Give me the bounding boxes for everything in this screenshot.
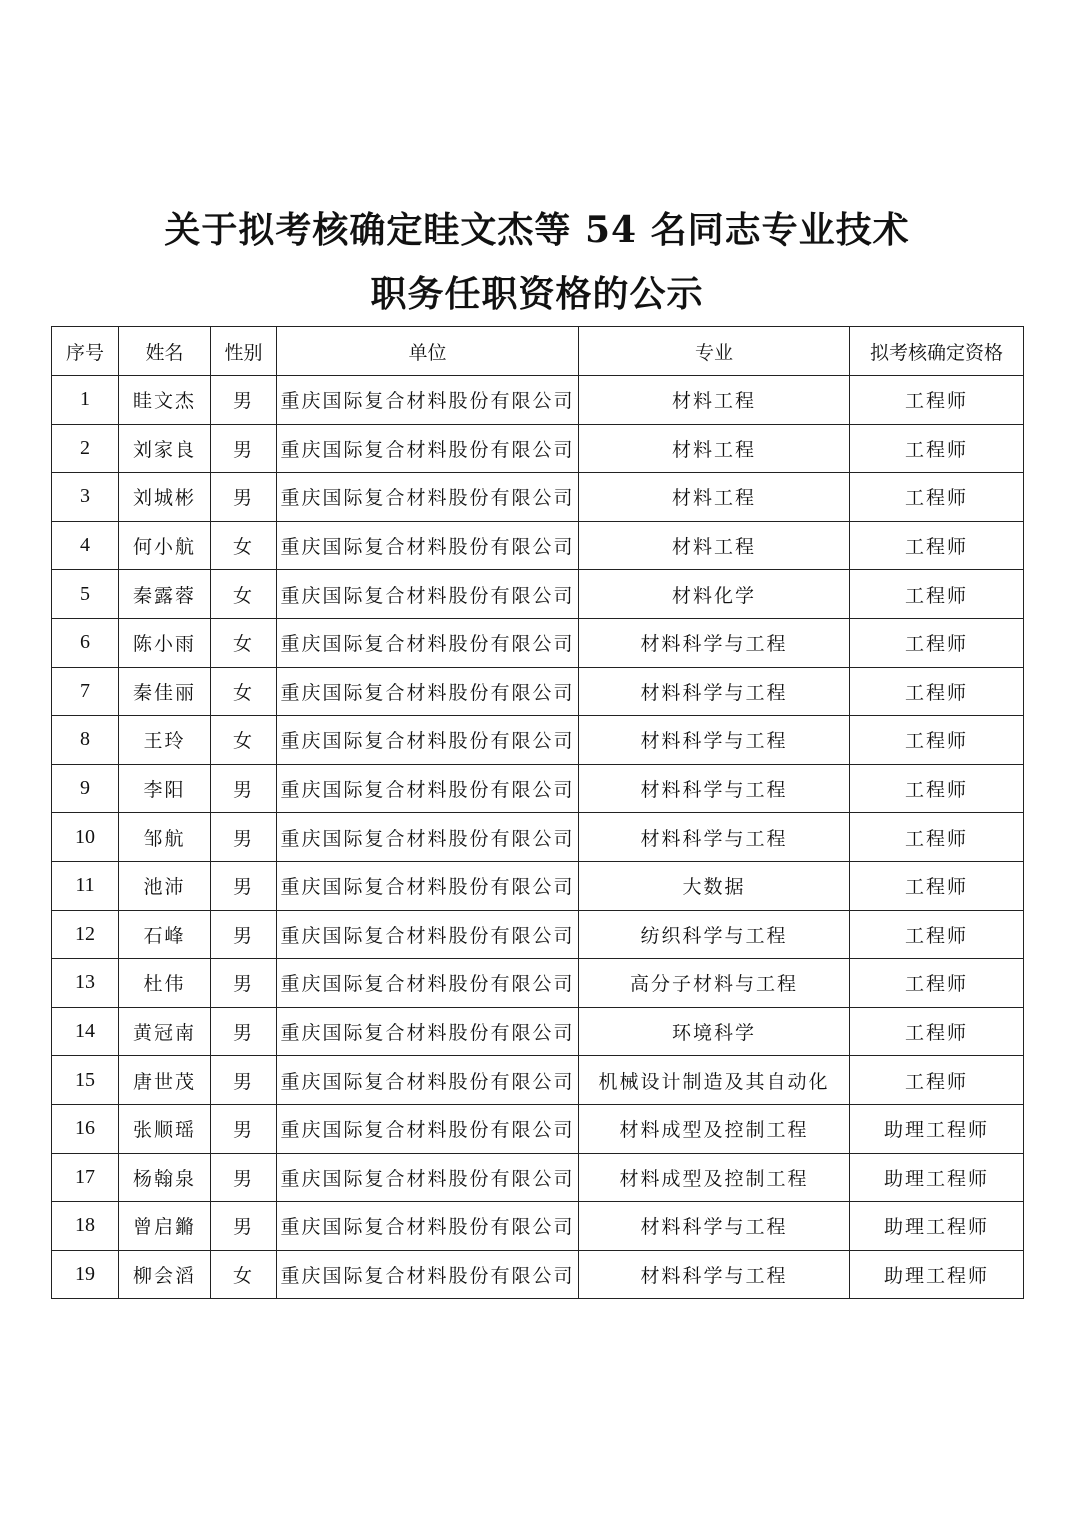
cell-name: 秦露蓉 [119,570,211,619]
cell-qualification: 工程师 [850,570,1024,619]
cell-unit: 重庆国际复合材料股份有限公司 [277,910,579,959]
table-body [52,376,1024,1299]
cell-gender: 男 [211,473,277,522]
cell-gender: 女 [211,1250,277,1299]
cell-major: 材料工程 [579,521,850,570]
cell-unit: 重庆国际复合材料股份有限公司 [277,570,579,619]
cell-name: 刘家良 [119,424,211,473]
cell-unit: 重庆国际复合材料股份有限公司 [277,667,579,716]
cell-unit: 重庆国际复合材料股份有限公司 [277,1104,579,1153]
cell-major: 材料科学与工程 [579,764,850,813]
cell-name: 王玲 [119,716,211,765]
cell-unit: 重庆国际复合材料股份有限公司 [277,716,579,765]
table-row [52,910,1024,959]
cell-gender: 男 [211,424,277,473]
personnel-table [51,326,1024,1299]
document-title-line1: 关于拟考核确定眭文杰等 54 名同志专业技术 [164,209,910,251]
cell-index: 2 [52,424,119,473]
cell-name: 眭文杰 [119,376,211,425]
cell-unit: 重庆国际复合材料股份有限公司 [277,376,579,425]
cell-qualification: 工程师 [850,521,1024,570]
cell-gender: 男 [211,764,277,813]
cell-gender: 男 [211,1104,277,1153]
cell-index: 10 [52,813,119,862]
cell-unit: 重庆国际复合材料股份有限公司 [277,813,579,862]
cell-qualification: 工程师 [850,764,1024,813]
cell-index: 17 [52,1153,119,1202]
cell-qualification: 助理工程师 [850,1250,1024,1299]
header-qualification: 拟考核确定资格 [850,327,1024,376]
header-unit: 单位 [277,327,579,376]
cell-index: 16 [52,1104,119,1153]
cell-unit: 重庆国际复合材料股份有限公司 [277,618,579,667]
cell-gender: 女 [211,667,277,716]
cell-unit: 重庆国际复合材料股份有限公司 [277,424,579,473]
cell-name: 唐世茂 [119,1056,211,1105]
cell-index: 15 [52,1056,119,1105]
cell-major: 材料成型及控制工程 [579,1104,850,1153]
cell-unit: 重庆国际复合材料股份有限公司 [277,1153,579,1202]
table-row [52,1104,1024,1153]
table-row [52,570,1024,619]
cell-name: 柳会滔 [119,1250,211,1299]
cell-gender: 男 [211,1202,277,1251]
cell-qualification: 工程师 [850,959,1024,1008]
cell-gender: 男 [211,959,277,1008]
cell-unit: 重庆国际复合材料股份有限公司 [277,1056,579,1105]
cell-qualification: 工程师 [850,424,1024,473]
table-row [52,376,1024,425]
cell-name: 陈小雨 [119,618,211,667]
cell-name: 何小航 [119,521,211,570]
cell-qualification: 工程师 [850,813,1024,862]
cell-qualification: 工程师 [850,376,1024,425]
table-row [52,424,1024,473]
cell-gender: 男 [211,1056,277,1105]
cell-qualification: 工程师 [850,910,1024,959]
cell-unit: 重庆国际复合材料股份有限公司 [277,1250,579,1299]
cell-gender: 男 [211,376,277,425]
table-row [52,1007,1024,1056]
table-row [52,716,1024,765]
cell-unit: 重庆国际复合材料股份有限公司 [277,1202,579,1251]
cell-index: 8 [52,716,119,765]
cell-major: 纺织科学与工程 [579,910,850,959]
cell-gender: 女 [211,716,277,765]
cell-name: 邹航 [119,813,211,862]
table-header-row [52,327,1024,376]
cell-index: 4 [52,521,119,570]
cell-gender: 女 [211,618,277,667]
cell-name: 池沛 [119,861,211,910]
cell-major: 材料科学与工程 [579,618,850,667]
table-row [52,959,1024,1008]
cell-name: 石峰 [119,910,211,959]
cell-gender: 男 [211,910,277,959]
cell-index: 5 [52,570,119,619]
cell-index: 7 [52,667,119,716]
header-name: 姓名 [119,327,211,376]
table-row [52,861,1024,910]
cell-qualification: 工程师 [850,473,1024,522]
cell-unit: 重庆国际复合材料股份有限公司 [277,861,579,910]
cell-major: 机械设计制造及其自动化 [579,1056,850,1105]
cell-gender: 男 [211,861,277,910]
table-row [52,618,1024,667]
cell-qualification: 助理工程师 [850,1104,1024,1153]
cell-index: 13 [52,959,119,1008]
cell-major: 材料科学与工程 [579,667,850,716]
cell-name: 曾启鏅 [119,1202,211,1251]
cell-gender: 男 [211,813,277,862]
cell-index: 11 [52,861,119,910]
table-row [52,764,1024,813]
cell-qualification: 工程师 [850,861,1024,910]
table-row [52,1202,1024,1251]
cell-index: 3 [52,473,119,522]
header-gender: 性别 [211,327,277,376]
table-row [52,1056,1024,1105]
cell-name: 张顺瑶 [119,1104,211,1153]
table-row [52,813,1024,862]
cell-index: 14 [52,1007,119,1056]
cell-qualification: 工程师 [850,716,1024,765]
cell-qualification: 工程师 [850,667,1024,716]
cell-gender: 男 [211,1153,277,1202]
cell-gender: 女 [211,521,277,570]
cell-major: 大数据 [579,861,850,910]
cell-major: 材料工程 [579,424,850,473]
table-row [52,521,1024,570]
cell-name: 李阳 [119,764,211,813]
cell-unit: 重庆国际复合材料股份有限公司 [277,1007,579,1056]
cell-major: 材料科学与工程 [579,1250,850,1299]
cell-qualification: 助理工程师 [850,1153,1024,1202]
cell-qualification: 助理工程师 [850,1202,1024,1251]
cell-name: 黄冠南 [119,1007,211,1056]
cell-major: 材料科学与工程 [579,813,850,862]
cell-major: 材料工程 [579,376,850,425]
header-major: 专业 [579,327,850,376]
cell-index: 9 [52,764,119,813]
cell-index: 18 [52,1202,119,1251]
cell-major: 环境科学 [579,1007,850,1056]
cell-qualification: 工程师 [850,1007,1024,1056]
cell-index: 1 [52,376,119,425]
cell-qualification: 工程师 [850,618,1024,667]
table-row [52,473,1024,522]
table-row [52,1250,1024,1299]
cell-name: 杜伟 [119,959,211,1008]
cell-unit: 重庆国际复合材料股份有限公司 [277,959,579,1008]
cell-major: 材料成型及控制工程 [579,1153,850,1202]
cell-name: 秦佳丽 [119,667,211,716]
cell-index: 12 [52,910,119,959]
cell-major: 材料化学 [579,570,850,619]
cell-gender: 女 [211,570,277,619]
cell-index: 19 [52,1250,119,1299]
cell-major: 材料科学与工程 [579,716,850,765]
cell-name: 杨翰泉 [119,1153,211,1202]
cell-unit: 重庆国际复合材料股份有限公司 [277,473,579,522]
table-row [52,667,1024,716]
cell-qualification: 工程师 [850,1056,1024,1105]
table-row [52,1153,1024,1202]
cell-major: 高分子材料与工程 [579,959,850,1008]
cell-unit: 重庆国际复合材料股份有限公司 [277,764,579,813]
cell-name: 刘城彬 [119,473,211,522]
cell-gender: 男 [211,1007,277,1056]
cell-index: 6 [52,618,119,667]
document-title-line2: 职务任职资格的公示 [370,273,704,315]
cell-major: 材料科学与工程 [579,1202,850,1251]
cell-major: 材料工程 [579,473,850,522]
header-index: 序号 [52,327,119,376]
cell-unit: 重庆国际复合材料股份有限公司 [277,521,579,570]
